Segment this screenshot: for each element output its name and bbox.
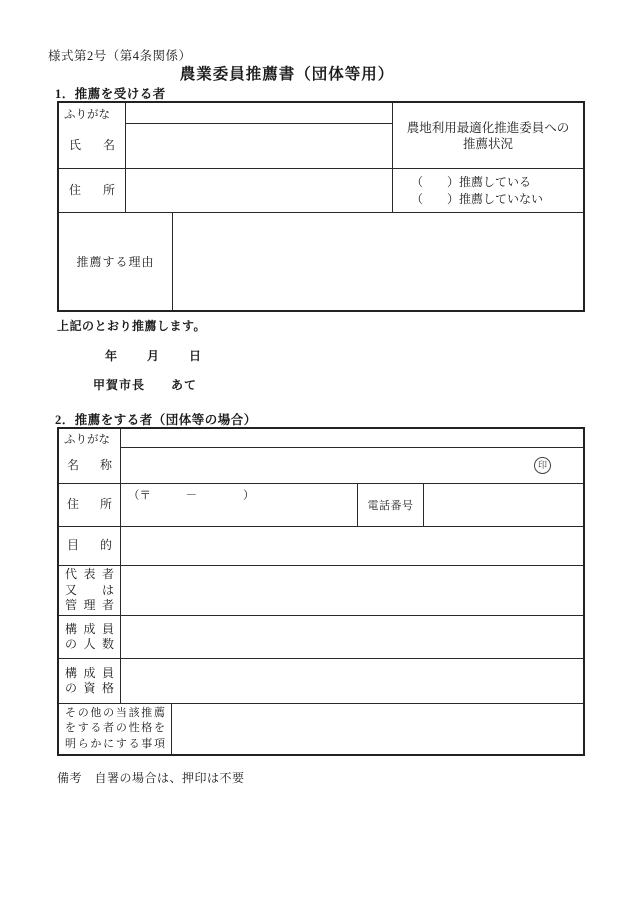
org-address-label-cell <box>59 484 121 526</box>
phone-label: 電話番号 <box>358 484 424 526</box>
furigana-field <box>126 103 392 124</box>
member-qualification-label-line2: の資格 <box>65 681 114 695</box>
org-address-field <box>121 484 358 526</box>
name-label: 氏名 <box>69 138 115 153</box>
org-furigana-field <box>121 429 583 448</box>
representative-label-line3: 管理者 <box>65 598 114 613</box>
date-line: 年 月 日 <box>105 349 204 363</box>
other-matters-label-line2: をする者の性格を <box>65 722 165 735</box>
name-field-group <box>126 103 393 168</box>
remark-note: 備考 自署の場合は、押印は不要 <box>57 771 245 785</box>
representative-label-line2: 又は <box>65 582 114 597</box>
addressee: 甲賀市長 あて <box>93 378 198 392</box>
member-qualification-label-line1: 構成員 <box>65 665 114 680</box>
furigana-label: ふりがな <box>64 108 110 121</box>
other-matters-label-line1: その他の当該推薦 <box>65 706 165 719</box>
status-options <box>393 169 583 212</box>
other-matters-label-cell <box>59 704 172 754</box>
status-option-no: （ ）推薦していない <box>411 191 544 206</box>
reason-label: 推薦する理由 <box>59 213 173 310</box>
page-title: 農業委員推薦書（団体等用） <box>179 66 395 83</box>
seal-icon: 印 <box>534 457 551 474</box>
member-count-label-cell <box>59 616 121 658</box>
representative-label-cell <box>59 566 121 615</box>
style-number: 様式第2号（第4条関係） <box>48 49 192 63</box>
address-field <box>126 169 393 212</box>
section1-heading: 1．推薦を受ける者 <box>55 87 166 101</box>
recommender-table <box>57 427 585 756</box>
representative-field <box>121 566 583 615</box>
status-header <box>393 103 583 168</box>
name-field <box>126 124 392 168</box>
section2-heading: 2．推薦をする者（団体等の場合） <box>55 413 257 427</box>
member-count-label-line1: 構成員 <box>65 621 114 636</box>
member-count-field <box>121 616 583 658</box>
member-count-label-line2: の人数 <box>65 637 114 651</box>
postal-template: （〒 － ） <box>128 490 255 502</box>
other-matters-field <box>172 704 583 754</box>
address-label-cell <box>59 169 126 212</box>
other-matters-label-line3: 明らかにする事項 <box>65 737 165 750</box>
purpose-label-cell <box>59 527 121 565</box>
org-furigana-label: ふりがな <box>64 433 110 446</box>
purpose-field <box>121 527 583 565</box>
status-header-line2: 推薦状況 <box>462 136 513 151</box>
recipient-table <box>57 101 585 312</box>
org-name-field <box>121 448 583 483</box>
org-name-label: 名称 <box>67 457 112 472</box>
name-label-cell <box>59 103 126 168</box>
org-name-field-group <box>121 429 583 483</box>
statement-text: 上記のとおり推薦します。 <box>57 319 207 333</box>
representative-label-line1: 代表者 <box>65 567 114 582</box>
member-qualification-field <box>121 659 583 703</box>
phone-field <box>424 484 583 526</box>
status-header-line1: 農地利用最適化推進委員への <box>406 120 570 135</box>
address-label: 住所 <box>69 182 115 197</box>
purpose-label: 目的 <box>67 538 112 553</box>
org-address-label: 住所 <box>67 497 112 512</box>
member-qualification-label-cell <box>59 659 121 703</box>
reason-field <box>173 213 583 310</box>
status-option-yes: （ ）推薦している <box>411 174 532 189</box>
org-name-label-cell <box>59 429 121 483</box>
